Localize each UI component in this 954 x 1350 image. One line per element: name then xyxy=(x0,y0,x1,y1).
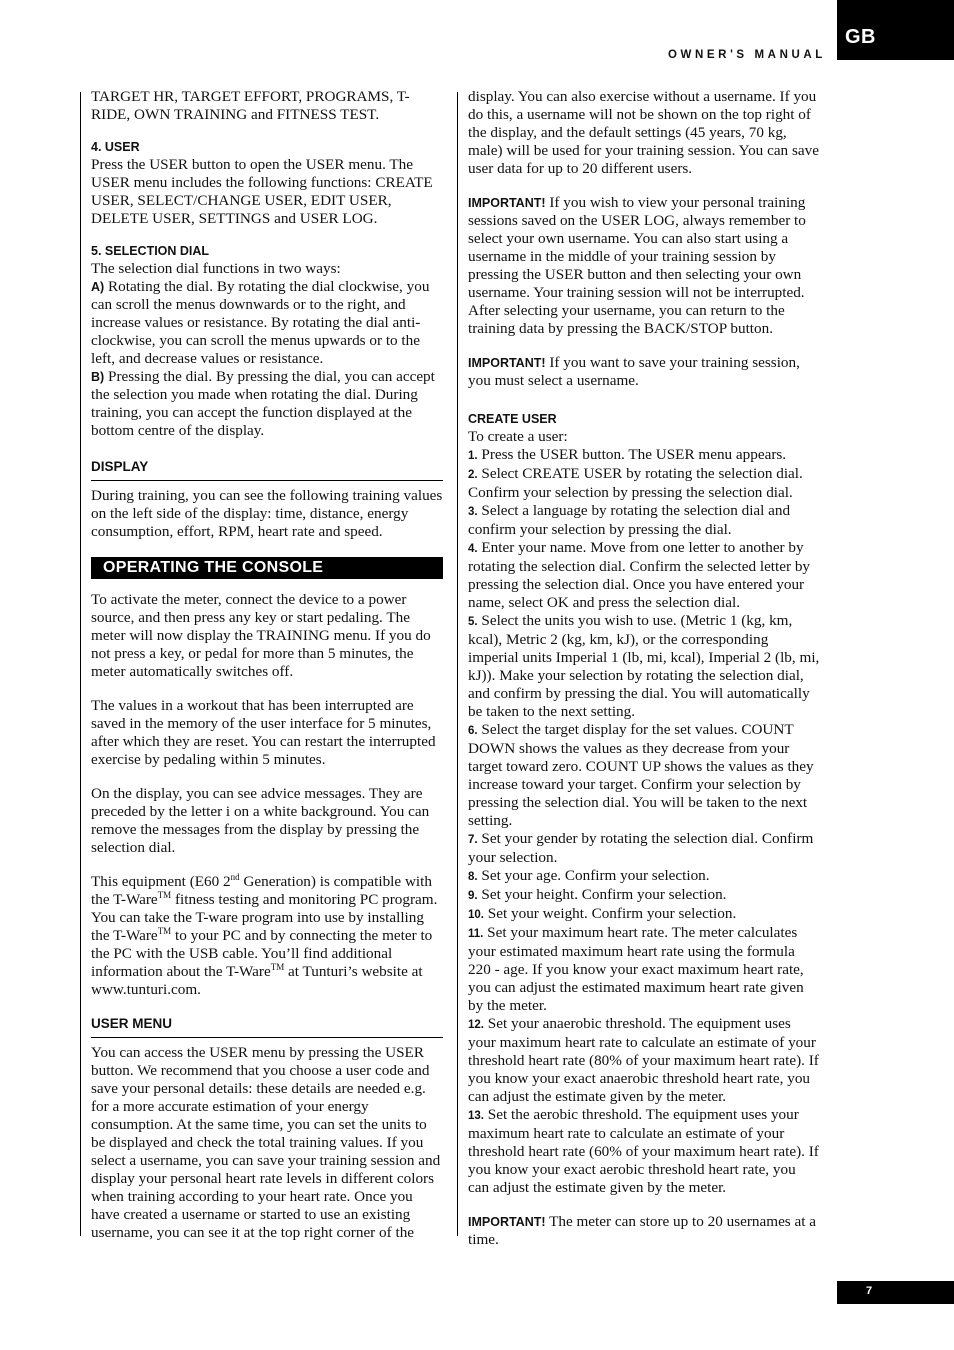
create-user-steps xyxy=(468,446,820,1197)
language-tab-label: GB xyxy=(845,26,876,48)
create-user-step xyxy=(468,886,820,905)
dial-option-a xyxy=(91,278,443,368)
step-number: 8. xyxy=(468,871,478,883)
center-column-rule xyxy=(457,92,458,1236)
operating-paragraph-1: To activate the meter, connect the device to a power source, and then press any key or start pedaling. The meter will now display the TRAINING menu. If you do not press a key, or pedal for more than 5 minutes, the meter automatically switches off. xyxy=(91,591,431,680)
right-column xyxy=(468,88,820,1249)
important-label-1: IMPORTANT! xyxy=(468,196,546,210)
dial-b-label: B) xyxy=(91,370,105,384)
create-user-step xyxy=(468,924,820,1015)
manual-title: OWNER'S MANUAL xyxy=(668,49,826,61)
tware-text-3: fitness testing and monitoring PC program. You can take the T-ware program into use by installing the T-Ware xyxy=(91,891,438,944)
dial-b-text: Pressing the dial. By pressing the dial, you can accept the selection you made when rotating the dial. During training, you can accept the function displayed at the bottom centre of the display. xyxy=(91,368,435,439)
step-text: Set your age. Confirm your selection. xyxy=(477,867,710,884)
step-text: Set your weight. Confirm your selection. xyxy=(484,905,737,922)
continued-text: display. You can also exercise without a username. If you do this, a username will not be shown on the top right of the display, and the default settings (45 years, 70 kg, male) will be used for your training session. You can save user data for up to 20 different users. xyxy=(468,88,819,177)
step-text: Select the target display for the set values. COUNT DOWN shows the values as they decrease from your target toward zero. COUNT UP shows the values as they increase toward your target. Confirm your selection by pressing the selection dial. You will be taken to the next setting. xyxy=(468,721,814,829)
create-user-step xyxy=(468,830,820,867)
tware-text-2: Generation) is compatible with the T-Ware xyxy=(91,873,432,908)
display-text: During training, you can see the following training values on the left side of the display: time, distance, energy consumption, effort, RPM, heart rate and speed. xyxy=(91,487,443,540)
user-heading: 4. USER xyxy=(91,140,140,154)
tware-text-1: This equipment (E60 2 xyxy=(91,873,231,890)
create-user-step xyxy=(468,612,820,721)
dial-heading: 5. SELECTION DIAL xyxy=(91,244,210,258)
tware-text-4: to your PC and by connecting the meter to the PC with the USB cable. You’ll find additional information about the T-Ware xyxy=(91,927,433,980)
step-number: 7. xyxy=(468,834,478,846)
display-section xyxy=(91,458,443,541)
create-user-step xyxy=(468,1015,820,1106)
create-user-intro: To create a user: xyxy=(468,428,568,445)
step-number: 5. xyxy=(468,616,478,628)
step-text: Select CREATE USER by rotating the selection dial. Confirm your selection by pressing the selection dial. xyxy=(468,465,803,501)
tware-tm-1: TM xyxy=(157,889,172,900)
create-user-step xyxy=(468,1106,820,1197)
create-user-step xyxy=(468,465,820,502)
page-number-box xyxy=(837,1281,954,1304)
step-number: 2. xyxy=(468,469,478,481)
dial-section xyxy=(91,242,443,440)
important-note-1 xyxy=(468,194,820,338)
step-text: Set your height. Confirm your selection. xyxy=(477,886,727,903)
operating-section xyxy=(91,557,443,681)
create-user-step xyxy=(468,502,820,539)
step-text: Set your gender by rotating the selection dial. Confirm your selection. xyxy=(468,830,814,866)
create-user-step xyxy=(468,905,820,924)
important-note-3 xyxy=(468,1213,820,1249)
step-number: 1. xyxy=(468,450,478,462)
step-text: Enter your name. Move from one letter to another by rotating the selection dial. Confirm the selected letter by pressing the selection dial. Once you have entered your name, select OK and press the selection dial. xyxy=(468,539,811,611)
create-user-heading: CREATE USER xyxy=(468,412,557,426)
tware-sup-nd: nd xyxy=(230,871,240,882)
user-menu-text: You can access the USER menu by pressing the USER button. We recommend that you choose a user code and save your personal details: these details are needed e.g. for a more accurate estimation of your energy consumption. At the same time, you can set the units to be displayed and check the total training values. If you select a username, you can save your training session and display your personal heart rate levels in different colors when training according to your heart rate. Once you have created a username or started to use an existing username, you can see it at the top right corner of the xyxy=(91,1044,441,1241)
step-number: 9. xyxy=(468,890,478,902)
important-text-2: If you want to save your training session, you must select a username. xyxy=(468,354,800,389)
step-number: 11. xyxy=(468,928,484,940)
step-number: 13. xyxy=(468,1110,484,1122)
operating-paragraph-3: On the display, you can see advice messages. They are preceded by the letter i on a white background. You can remove the messages from the display by pressing the selection dial. xyxy=(91,785,430,856)
tware-tm-3: TM xyxy=(270,961,285,972)
operating-paragraph-2: The values in a workout that has been interrupted are saved in the memory of the user interface for 5 minutes, after which they are reset. You can restart the interrupted exercise by pedaling within 5 minutes. xyxy=(91,697,436,768)
page-number: 7 xyxy=(866,1285,873,1297)
user-text: Press the USER button to open the USER menu. The USER menu includes the following functions: CREATE USER, SELECT/CHANGE USER, EDIT USER, DELETE USER, SETTINGS and USER LOG. xyxy=(91,156,433,227)
important-label-2: IMPORTANT! xyxy=(468,356,546,370)
intro-text: TARGET HR, TARGET EFFORT, PROGRAMS, T-RIDE, OWN TRAINING and FITNESS TEST. xyxy=(91,88,410,123)
step-text: Set the aerobic threshold. The equipment uses your maximum heart rate to calculate an estimate of your threshold heart rate (60% of your maximum heart rate). If you know your exact aerobic threshold heart rate, you can adjust the estimate given by the meter. xyxy=(468,1106,819,1196)
step-number: 12. xyxy=(468,1019,484,1031)
important-text-1: If you wish to view your personal training sessions saved on the USER LOG, always remember to select your own username. You can also start using a username in the middle of your training session by pressing the USER button and then selecting your own username. Your training session will not be interrupted. After selecting your username, you can return to the training data by pressing the BACK/STOP button. xyxy=(468,194,806,337)
step-number: 10. xyxy=(468,909,484,921)
dial-option-b xyxy=(91,368,443,440)
display-heading: DISPLAY xyxy=(91,458,443,481)
operating-banner: OPERATING THE CONSOLE xyxy=(91,557,443,579)
step-text: Set your anaerobic threshold. The equipment uses your maximum heart rate to calculate an estimate of your threshold heart rate (80% of your maximum heart rate). If you know your exact anaerobic threshold heart rate, you can adjust the estimate given by the meter. xyxy=(468,1015,819,1105)
important-note-2 xyxy=(468,354,820,390)
step-number: 6. xyxy=(468,725,478,737)
create-user-step xyxy=(468,446,820,465)
step-number: 4. xyxy=(468,543,478,555)
important-text-3: The meter can store up to 20 usernames at a time. xyxy=(468,1213,817,1248)
important-label-3: IMPORTANT! xyxy=(468,1215,546,1229)
create-user-step xyxy=(468,539,820,612)
step-text: Select a language by rotating the selection dial and confirm your selection by pressing the dial. xyxy=(468,502,791,538)
step-number: 3. xyxy=(468,506,478,518)
create-user-step xyxy=(468,867,820,886)
step-text: Select the units you wish to use. (Metric 1 (kg, km, kcal), Metric 2 (kg, km, kJ), or the corresponding imperial units Imperial 1 (lb, mi, kcal), Imperial 2 (lb, mi, kJ)). Make your selection by rotating the selection dial, and confirm by pressing the dial. You will automatically be taken to the next setting. xyxy=(468,612,820,720)
tware-paragraph xyxy=(91,873,443,999)
dial-a-text: Rotating the dial. By rotating the dial clockwise, you can scroll the menus downwards or to the right, and increase values or resistance. By rotating the dial anti-clockwise, you can scroll the menus upwards or to the left, and decrease values or resistance. xyxy=(91,278,430,367)
user-section xyxy=(91,138,443,228)
left-column xyxy=(91,88,443,1242)
step-text: Press the USER button. The USER menu appears. xyxy=(477,446,787,463)
tware-text-5: at Tunturi’s website at www.tunturi.com. xyxy=(91,963,423,998)
left-column-rule xyxy=(80,92,81,1236)
create-user-section xyxy=(468,410,820,446)
dial-intro: The selection dial functions in two ways: xyxy=(91,260,341,277)
dial-a-label: A) xyxy=(91,280,105,294)
tware-tm-2: TM xyxy=(157,925,172,936)
user-menu-section xyxy=(91,1015,443,1242)
create-user-step xyxy=(468,721,820,830)
user-menu-heading: USER MENU xyxy=(91,1015,443,1038)
step-text: Set your maximum heart rate. The meter calculates your estimated maximum heart rate using the formula 220 - age. If you know your exact maximum heart rate, you can adjust the estimated maximum heart rate given by the meter. xyxy=(468,924,804,1014)
